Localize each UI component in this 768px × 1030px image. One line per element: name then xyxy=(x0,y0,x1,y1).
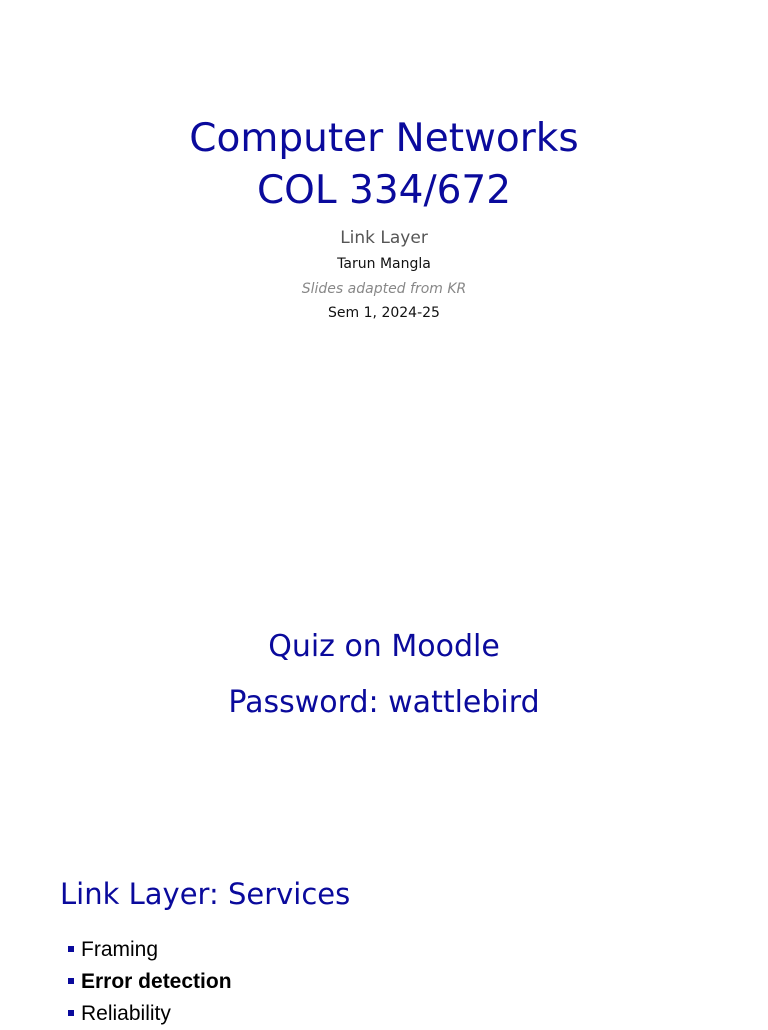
list-item-label: Error detection xyxy=(81,970,232,993)
course-code: COL 334/672 xyxy=(256,168,512,213)
list-item xyxy=(68,966,232,998)
list-item xyxy=(68,934,232,966)
course-title: Computer Networks xyxy=(189,116,579,161)
list-item-label: Reliability xyxy=(81,1002,171,1025)
semester-label: Sem 1, 2024-25 xyxy=(328,305,440,321)
list-item xyxy=(68,998,232,1030)
square-bullet-icon xyxy=(68,946,74,952)
author-name: Tarun Mangla xyxy=(337,256,431,272)
quiz-announcement: Quiz on Moodle xyxy=(268,629,500,664)
services-list xyxy=(68,934,232,1030)
lecture-topic: Link Layer xyxy=(340,228,428,248)
square-bullet-icon xyxy=(68,1010,74,1016)
slides-credit: Slides adapted from KR xyxy=(301,281,467,297)
square-bullet-icon xyxy=(68,978,74,984)
quiz-password: Password: wattlebird xyxy=(228,685,540,720)
list-item-label: Framing xyxy=(81,938,159,961)
section-title: Link Layer: Services xyxy=(60,877,351,911)
